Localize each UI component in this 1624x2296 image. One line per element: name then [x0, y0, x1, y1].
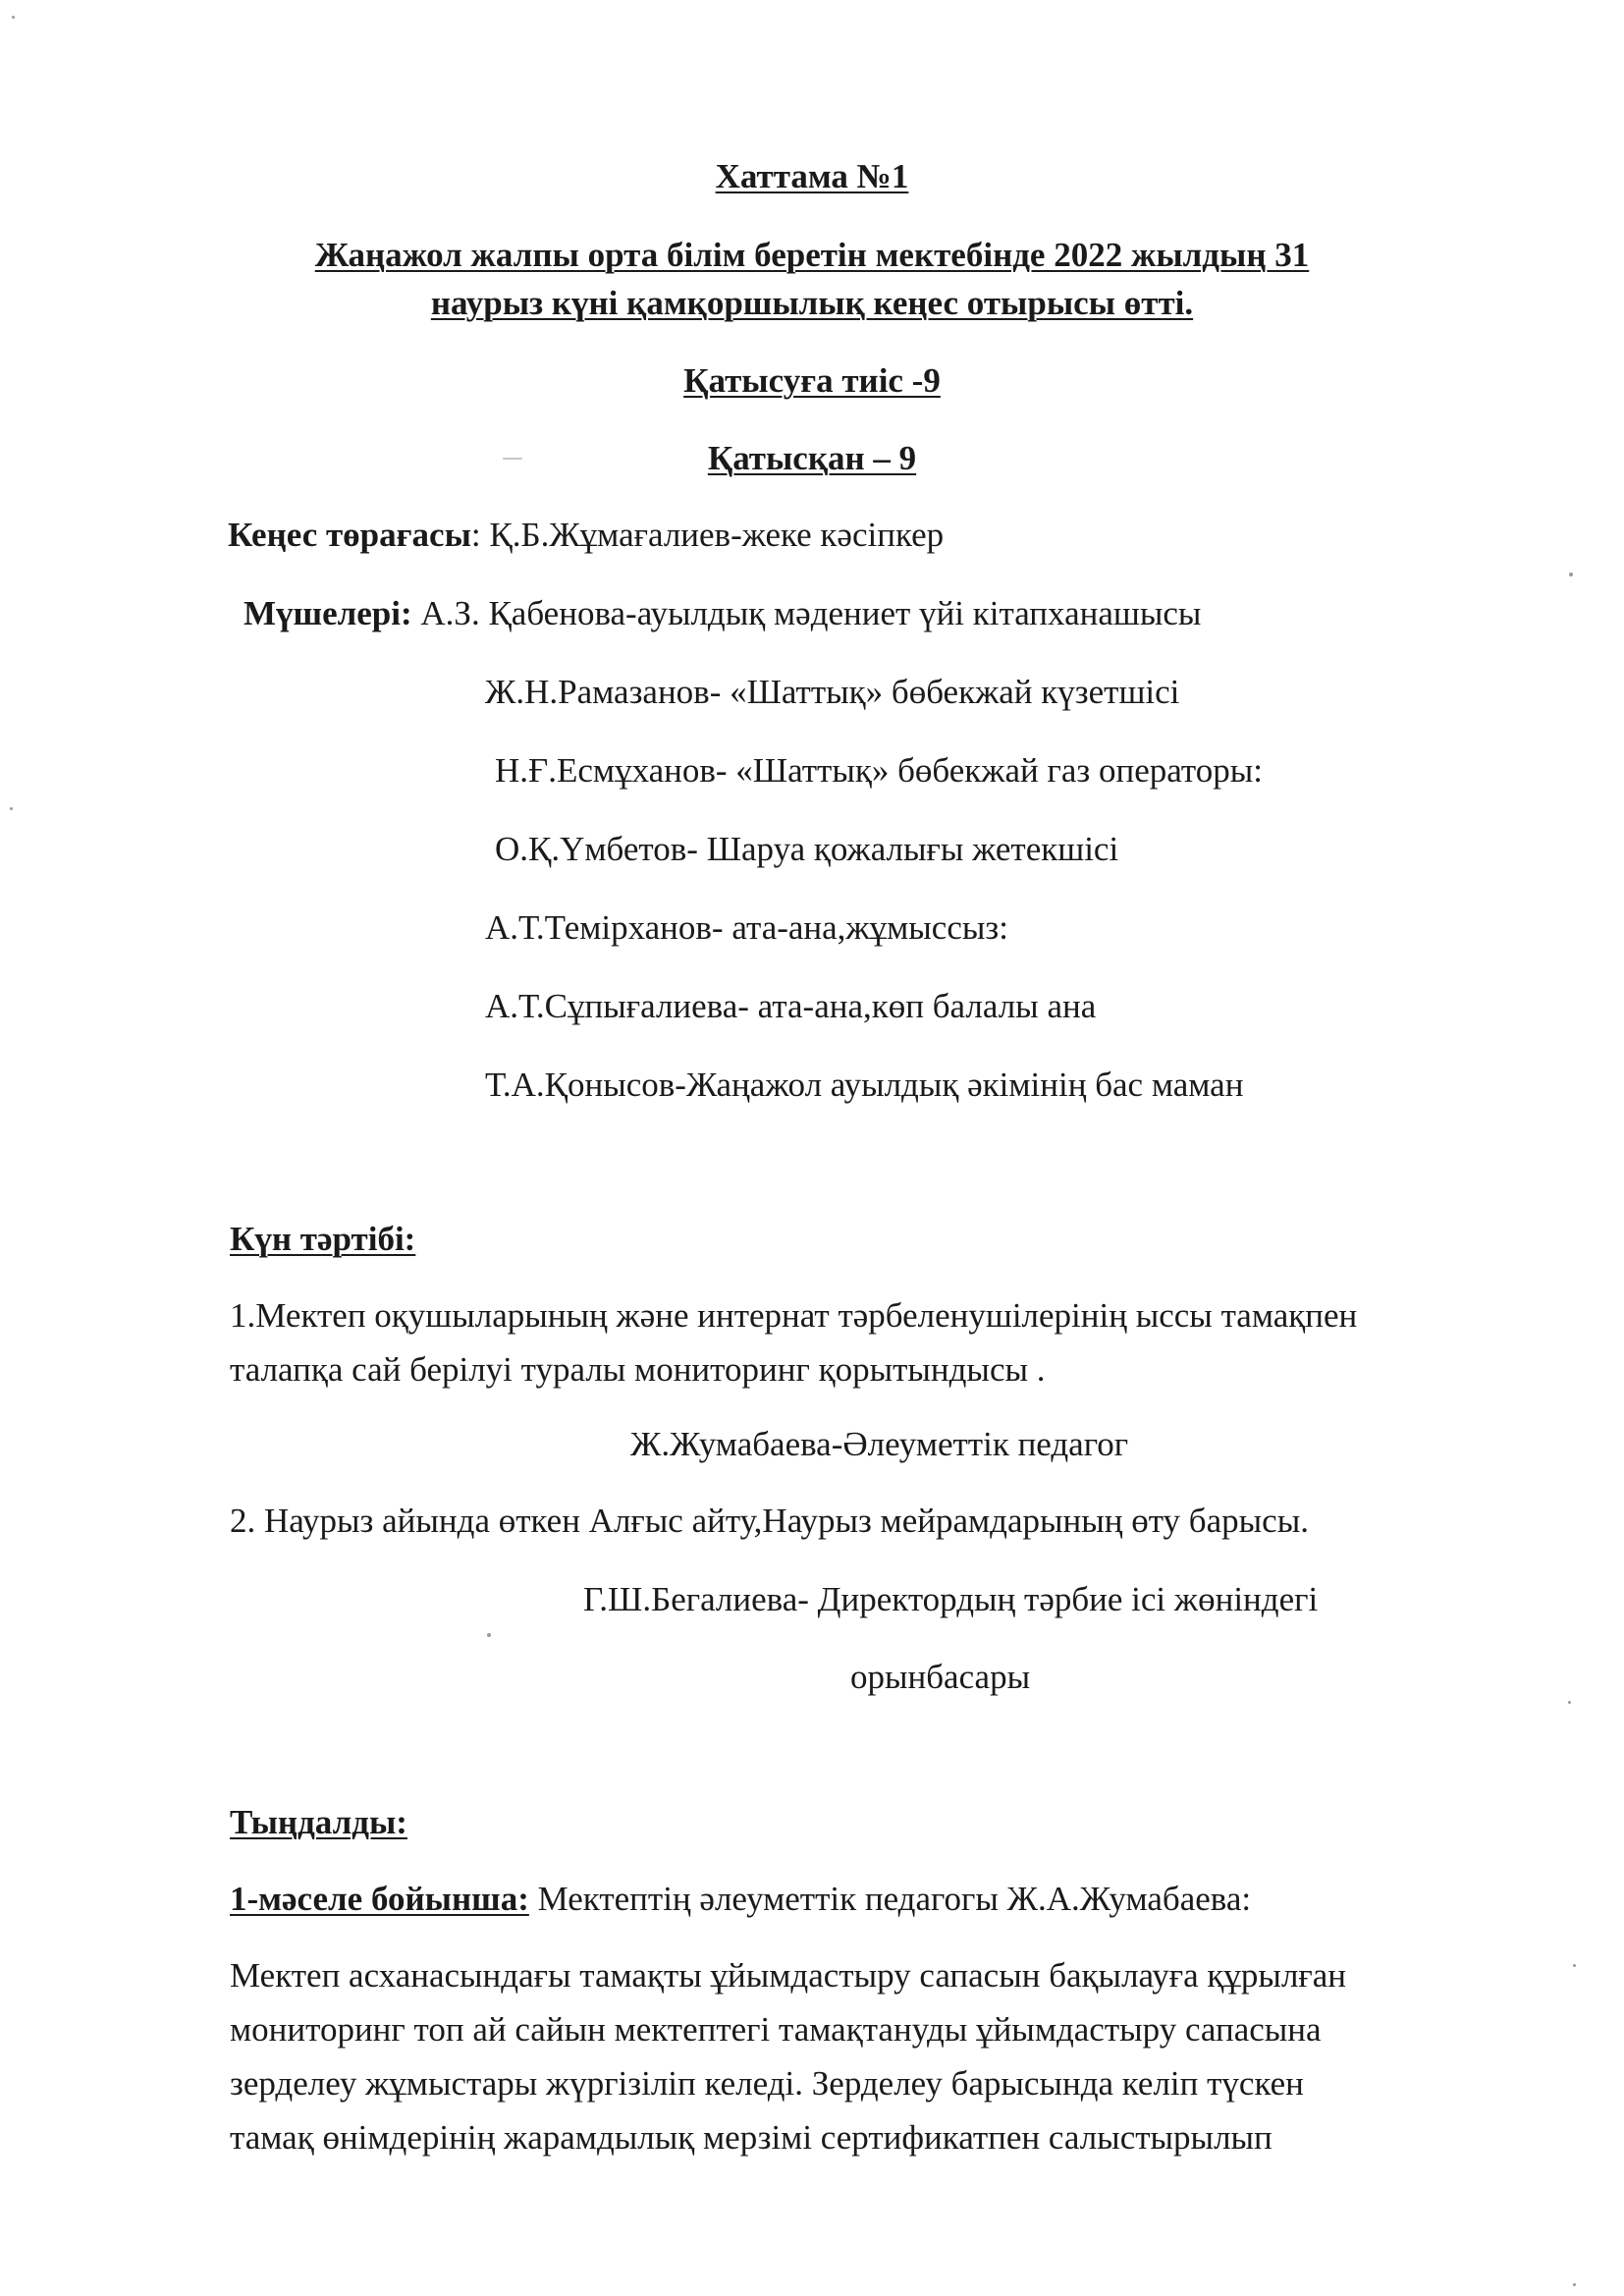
agenda-item-1-line-1: 1.Мектеп оқушыларының және интернат тәрбеленушілерінің ыссы тамақпен — [230, 1296, 1358, 1335]
heard-heading: Тыңдалды: — [230, 1803, 407, 1841]
scan-speck — [12, 16, 15, 19]
paragraph-line: зерделеу жұмыстары жүргізіліп келеді. Зерделеу барысында келіп түскен — [230, 2064, 1304, 2103]
scan-speck — [1573, 1964, 1576, 1967]
issue-1-line — [230, 1878, 1251, 1921]
scan-speck — [487, 1633, 491, 1637]
agenda-item-1-speaker: Ж.Жумабаева-Әлеуметтік педагог — [630, 1425, 1129, 1463]
council-member-row-1 — [244, 592, 1201, 635]
paragraph-line: мониторинг топ ай сайын мектептегі тамақтануды ұйымдастыру сапасына — [230, 2010, 1322, 2049]
paragraph-line: Мектеп асханасындағы тамақты ұйымдастыру сапасын бақылауға құрылған — [230, 1956, 1347, 1995]
member-item: А.З. Қабенова-ауылдық мәдениет үйі кітапханашысы — [420, 594, 1202, 632]
paragraph-line: тамақ өнімдерінің жарамдылық мерзімі сертификатпен салыстырылып — [230, 2118, 1272, 2157]
agenda-item-1-line-2: талапқа сай берілуі туралы мониторинг қорытындысы . — [230, 1350, 1046, 1389]
member-item: Т.А.Қонысов-Жаңажол ауылдық әкімінің бас маман — [485, 1066, 1244, 1104]
member-item: А.Т.Сұпығалиева- ата-ана,көп балалы ана — [485, 987, 1097, 1025]
scan-speck — [1569, 573, 1573, 576]
issue-1-label: 1-мәселе бойынша: — [230, 1880, 529, 1918]
chair-label: Кеңес төрағасы — [228, 516, 471, 554]
members-label: Мүшелері: — [244, 594, 412, 632]
actual-attendance: Қатысқан – 9 — [707, 439, 917, 477]
council-chair — [228, 514, 944, 557]
member-item: О.Қ.Үмбетов- Шаруа қожалығы жетекшісі — [495, 830, 1119, 868]
member-item: А.Т.Темірханов- ата-ана,жұмыссыз: — [485, 908, 1008, 947]
member-item: Ж.Н.Рамазанов- «Шаттық» бөбекжай күзетшісі — [485, 673, 1180, 711]
scan-speck — [1573, 2283, 1576, 2286]
agenda-item-2-line-1: 2. Наурыз айында өткен Алғыс айту,Наурыз мейрамдарының өту барысы. — [230, 1502, 1309, 1540]
chair-value: : Қ.Б.Жұмағалиев-жеке кәсіпкер — [470, 516, 945, 554]
protocol-subtitle-line1: Жаңажол жалпы орта білім беретін мектебінде 2022 жылдың 31 — [314, 236, 1310, 274]
expected-attendance: Қатысуға тиіс -9 — [683, 361, 941, 400]
agenda-item-2-speaker-line-2: орынбасары — [850, 1658, 1031, 1696]
protocol-title: Хаттама №1 — [715, 157, 909, 195]
issue-1-intro: Мектептің әлеуметтік педагогы Ж.А.Жумабаева: — [528, 1880, 1252, 1918]
agenda-heading: Күн тәртібі: — [230, 1220, 416, 1258]
agenda-item-2-speaker-line-1: Г.Ш.Бегалиева- Директордың тәрбие ісі жөніндегі — [583, 1580, 1319, 1618]
scan-speck — [10, 807, 13, 810]
scan-speck — [503, 458, 522, 460]
protocol-subtitle-line2: наурыз күні қамқоршылық кеңес отырысы өтті. — [430, 284, 1194, 322]
member-item: Н.Ғ.Есмұханов- «Шаттық» бөбекжай газ операторы: — [495, 751, 1263, 790]
scan-speck — [1568, 1701, 1571, 1704]
